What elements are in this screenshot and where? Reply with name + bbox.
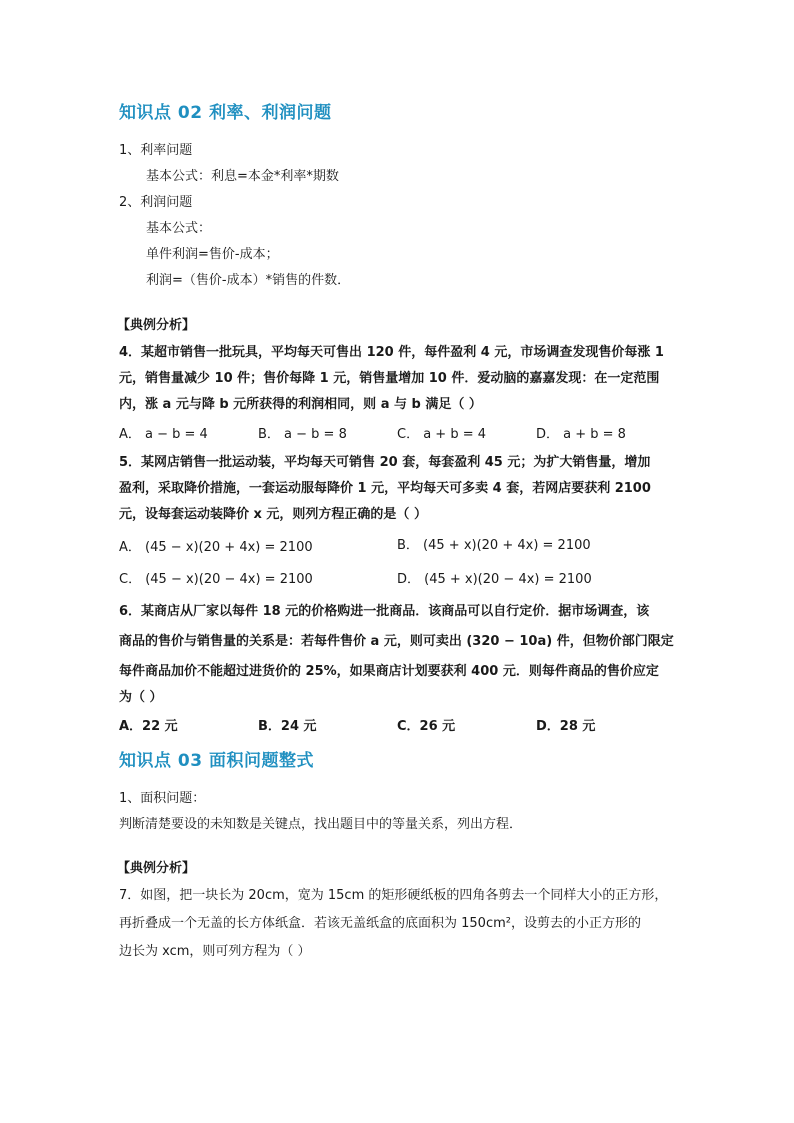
question-7-line-2: 再折叠成一个无盖的长方体纸盒．若该无盖纸盒的底面积为 150cm²，设剪去的小正方形的 xyxy=(119,916,641,931)
question-5-option-a: A． (45 − x)(20 + 4x) = 2100 xyxy=(119,540,313,555)
example-analysis-label-2: 【典例分析】 xyxy=(117,861,196,876)
question-4-line-3: 内，涨 a 元与降 b 元所获得的利润相同，则 a 与 b 满足（ ） xyxy=(119,397,482,412)
question-5-option-d: D． (45 + x)(20 − 4x) = 2100 xyxy=(397,572,592,587)
question-5-option-b: B． (45 + x)(20 + 4x) = 2100 xyxy=(397,538,591,553)
item-interest-rate: 1、利率问题 xyxy=(119,143,193,158)
question-7-line-1: 7．如图，把一块长为 20cm，宽为 15cm 的矩形硬纸板的四角各剪去一个同样大小的正方形， xyxy=(119,888,668,903)
interest-formula: 基本公式：利息=本金*利率*期数 xyxy=(146,169,339,184)
question-6-option-a: A．22 元 xyxy=(119,719,178,734)
question-6-line-3: 每件商品加价不能超过进货价的 25%，如果商店计划要获利 400 元．则每件商品的售价应定 xyxy=(119,664,659,679)
item-profit: 2、利润问题 xyxy=(119,195,193,210)
question-5-line-1: 5．某网店销售一批运动装，平均每天可销售 20 套，每套盈利 45 元；为扩大销售量，增加 xyxy=(119,455,651,470)
profit-formula-unit: 单件利润=售价-成本； xyxy=(146,247,279,262)
question-5-line-3: 元，设每套运动装降价 x 元，则列方程正确的是（ ） xyxy=(119,507,427,522)
question-4-option-c: C． a + b = 4 xyxy=(397,427,487,442)
question-4-option-a: A． a − b = 4 xyxy=(119,427,208,442)
question-5-line-2: 盈利，采取降价措施，一套运动服每降价 1 元，平均每天可多卖 4 套，若网店要获利 2100 xyxy=(119,481,651,496)
question-6-option-d: D．28 元 xyxy=(536,719,596,734)
question-7-line-3: 边长为 xcm，则可列方程为（ ） xyxy=(119,944,311,959)
section-02-title: 知识点 02 利率、利润问题 xyxy=(119,103,332,123)
item-area-problem: 1、面积问题： xyxy=(119,791,206,806)
question-6-line-2: 商品的售价与销售量的关系是：若每件售价 a 元，则可卖出 (320 − 10a) 件，但物价部门限定 xyxy=(119,634,674,649)
question-6-option-b: B．24 元 xyxy=(258,719,317,734)
question-6-line-1: 6．某商店从厂家以每件 18 元的价格购进一批商品．该商品可以自行定价．据市场调查，该 xyxy=(119,604,650,619)
question-4-line-2: 元，销售量减少 10 件；售价每降 1 元，销售量增加 10 件．爱动脑的嘉嘉发现：在一定范围 xyxy=(119,371,660,386)
question-4-line-1: 4．某超市销售一批玩具，平均每天可售出 120 件，每件盈利 4 元，市场调查发现售价每涨 1 xyxy=(119,345,664,360)
question-5-option-c: C． (45 − x)(20 − 4x) = 2100 xyxy=(119,572,313,587)
section-03-title: 知识点 03 面积问题整式 xyxy=(119,751,314,771)
question-4-option-b: B． a − b = 8 xyxy=(258,427,347,442)
example-analysis-label: 【典例分析】 xyxy=(117,318,196,333)
question-6-option-c: C．26 元 xyxy=(397,719,456,734)
profit-formula-total: 利润=（售价-成本）*销售的件数． xyxy=(146,273,351,288)
question-6-line-4: 为（ ） xyxy=(119,690,163,705)
profit-formula-label: 基本公式： xyxy=(146,221,212,236)
question-4-option-d: D． a + b = 8 xyxy=(536,427,626,442)
area-problem-description: 判断清楚要设的未知数是关键点，找出题目中的等量关系，列出方程． xyxy=(119,817,523,832)
